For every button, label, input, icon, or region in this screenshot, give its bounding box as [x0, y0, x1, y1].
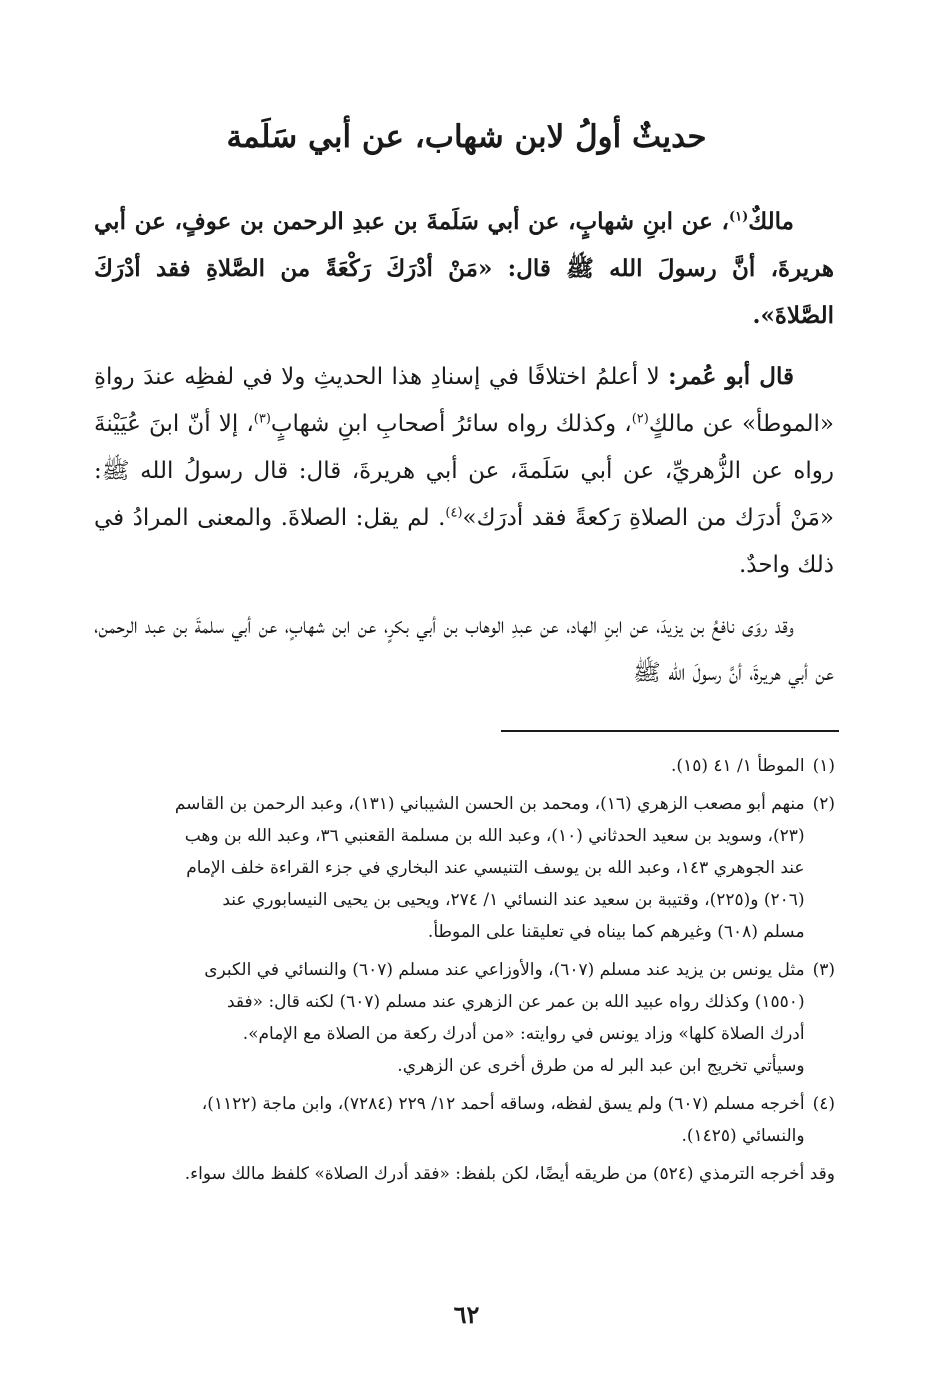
footnote-line: (٢٣)، وسويد بن سعيد الحدثاني (١٠)، وعبد الله بن مسلمة القعنبي ٣٦، وعبد الله بن وهب	[184, 826, 805, 846]
footnote-number: (٢)	[812, 794, 835, 814]
footnote-number: (٤)	[812, 1094, 835, 1114]
narrator-name: مالكٌ	[748, 208, 794, 235]
page-number: ٦٢	[453, 1300, 480, 1329]
footnote-number: (٣)	[812, 960, 835, 980]
footnote-line: والنسائي (١٤٢٥).	[681, 1126, 805, 1146]
footnote-text	[90, 788, 805, 948]
footnote-line: أدرك الصلاة كلها» وزاد يونس في روايته: «من أدرك ركعة من الصلاة مع الإمام».	[242, 1024, 805, 1044]
commentary-part-4: . لم يقل: الصلاةَ. والمعنى المرادُ في ذلك واحدٌ.	[94, 505, 834, 578]
commentary-lead: قال أبو عُمر:	[668, 363, 794, 390]
footnote-ref-2[interactable]: (٢)	[631, 411, 649, 427]
footnote-line: (٢٠٦) و(٢٢٥)، وقتيبة بن سعيد عند النسائي ١/ ٢٧٤، ويحيى بن يحيى النيسابوري عند	[222, 890, 805, 910]
footnote-text	[90, 750, 805, 782]
footnote-text	[90, 1088, 805, 1152]
footnote-divider	[501, 730, 839, 732]
commentary-part-2: ، وكذلك رواه سائرُ أصحابِ ابنِ شهابٍ	[270, 411, 632, 437]
footnote-line: الموطأ ١/ ٤١ (١٥).	[671, 756, 805, 776]
footnote-1	[90, 750, 835, 782]
chapter-title: حديثٌ أولُ لابن شهاب، عن أبي سَلَمة	[226, 119, 707, 155]
footnote-ref-4[interactable]: (٤)	[445, 505, 463, 521]
footnote-extra: وقد أخرجه الترمذي (٥٢٤) من طريقه أيضًا، لكن بلفظ: «فقد أدرك الصلاة» كلفظ مالك سواء.	[184, 1164, 835, 1184]
commentary-part-1: لا أعلمُ اختلافًا في إسنادِ هذا الحديثِ ولا في لفظِه عندَ رواةِ «الموطأ» عن مالكٍ	[94, 364, 834, 437]
commentary-part-3: ، إلا أنّ ابنَ عُيَيْنةَ رواه عن الزُّهريِّ، عن أبي سَلَمةَ، عن أبي هريرةَ، قال: قال رسولُ الله ﷺ: «مَنْ أدرَك من الصلاةِ رَكعةً فقد أدرَك»	[94, 411, 834, 531]
footnote-line: مسلم (٦٠٨) وغيرهم كما بيناه في تعليقنا على الموطأ.	[427, 922, 805, 942]
footnote-line: منهم أبو مصعب الزهري (١٦)، ومحمد بن الحسن الشيباني (١٣١)، وعبد الرحمن بن القاسم	[174, 794, 805, 814]
main-text	[94, 198, 834, 697]
footnote-text	[90, 954, 805, 1082]
footnote-line: أخرجه مسلم (٦٠٧) ولم يسق لفظه، وساقه أحمد ١٢/ ٢٢٩ (٧٢٨٤)، وابن ماجة (١١٢٢)،	[201, 1094, 805, 1114]
commentary-paragraph	[94, 353, 834, 589]
hadith-text: ، عن ابنِ شهابٍ، عن أبي سَلَمةَ بن عبدِ الرحمن بن عوفٍ، عن أبي هريرةَ، أنَّ رسولَ الله ﷺ قال: «مَنْ أدْرَكَ رَكْعَةً من الصَّلاةِ فقد أدْرَكَ الصَّلاةَ».	[94, 208, 834, 329]
hadith-paragraph	[94, 198, 834, 339]
footnote-3	[90, 954, 835, 1082]
footnote-ref-1[interactable]: (١)	[728, 209, 749, 225]
footnote-number: (١)	[812, 756, 835, 776]
footnote-line: مثل يونس بن يزيد عند مسلم (٦٠٧)، والأوزاعي عند مسلم (٦٠٧) والنسائي في الكبرى	[204, 960, 805, 980]
footnote-ref-3[interactable]: (٣)	[253, 411, 271, 427]
footnote-line: وسيأتي تخريج ابن عبد البر له من طرق أخرى عن الزهري.	[397, 1056, 805, 1076]
footnotes	[90, 750, 835, 1190]
narration-paragraph	[94, 603, 834, 697]
footnote-line: (١٥٥٠) وكذلك رواه عبيد الله بن عمر عن الزهري عند مسلم (٦٠٧) لكنه قال: «فقد	[226, 992, 805, 1012]
footnote-line: عند الجوهري ١٤٣، وعبد الله بن يوسف التنيسي عند البخاري في جزء القراءة خلف الإمام	[186, 858, 805, 878]
narration-text: وقد روَى نافعُ بن يزيدَ، عن ابنِ الهاد، عن عبدِ الوهاب بن أبي بكرٍ، عن ابن شهابٍ، عن أبي سلمةَ بن عبد الرحمن، عن أبي هريرةَ، أنَّ رسولَ الله ﷺ	[94, 613, 834, 686]
footnote-4	[90, 1088, 835, 1152]
footnote-2	[90, 788, 835, 948]
